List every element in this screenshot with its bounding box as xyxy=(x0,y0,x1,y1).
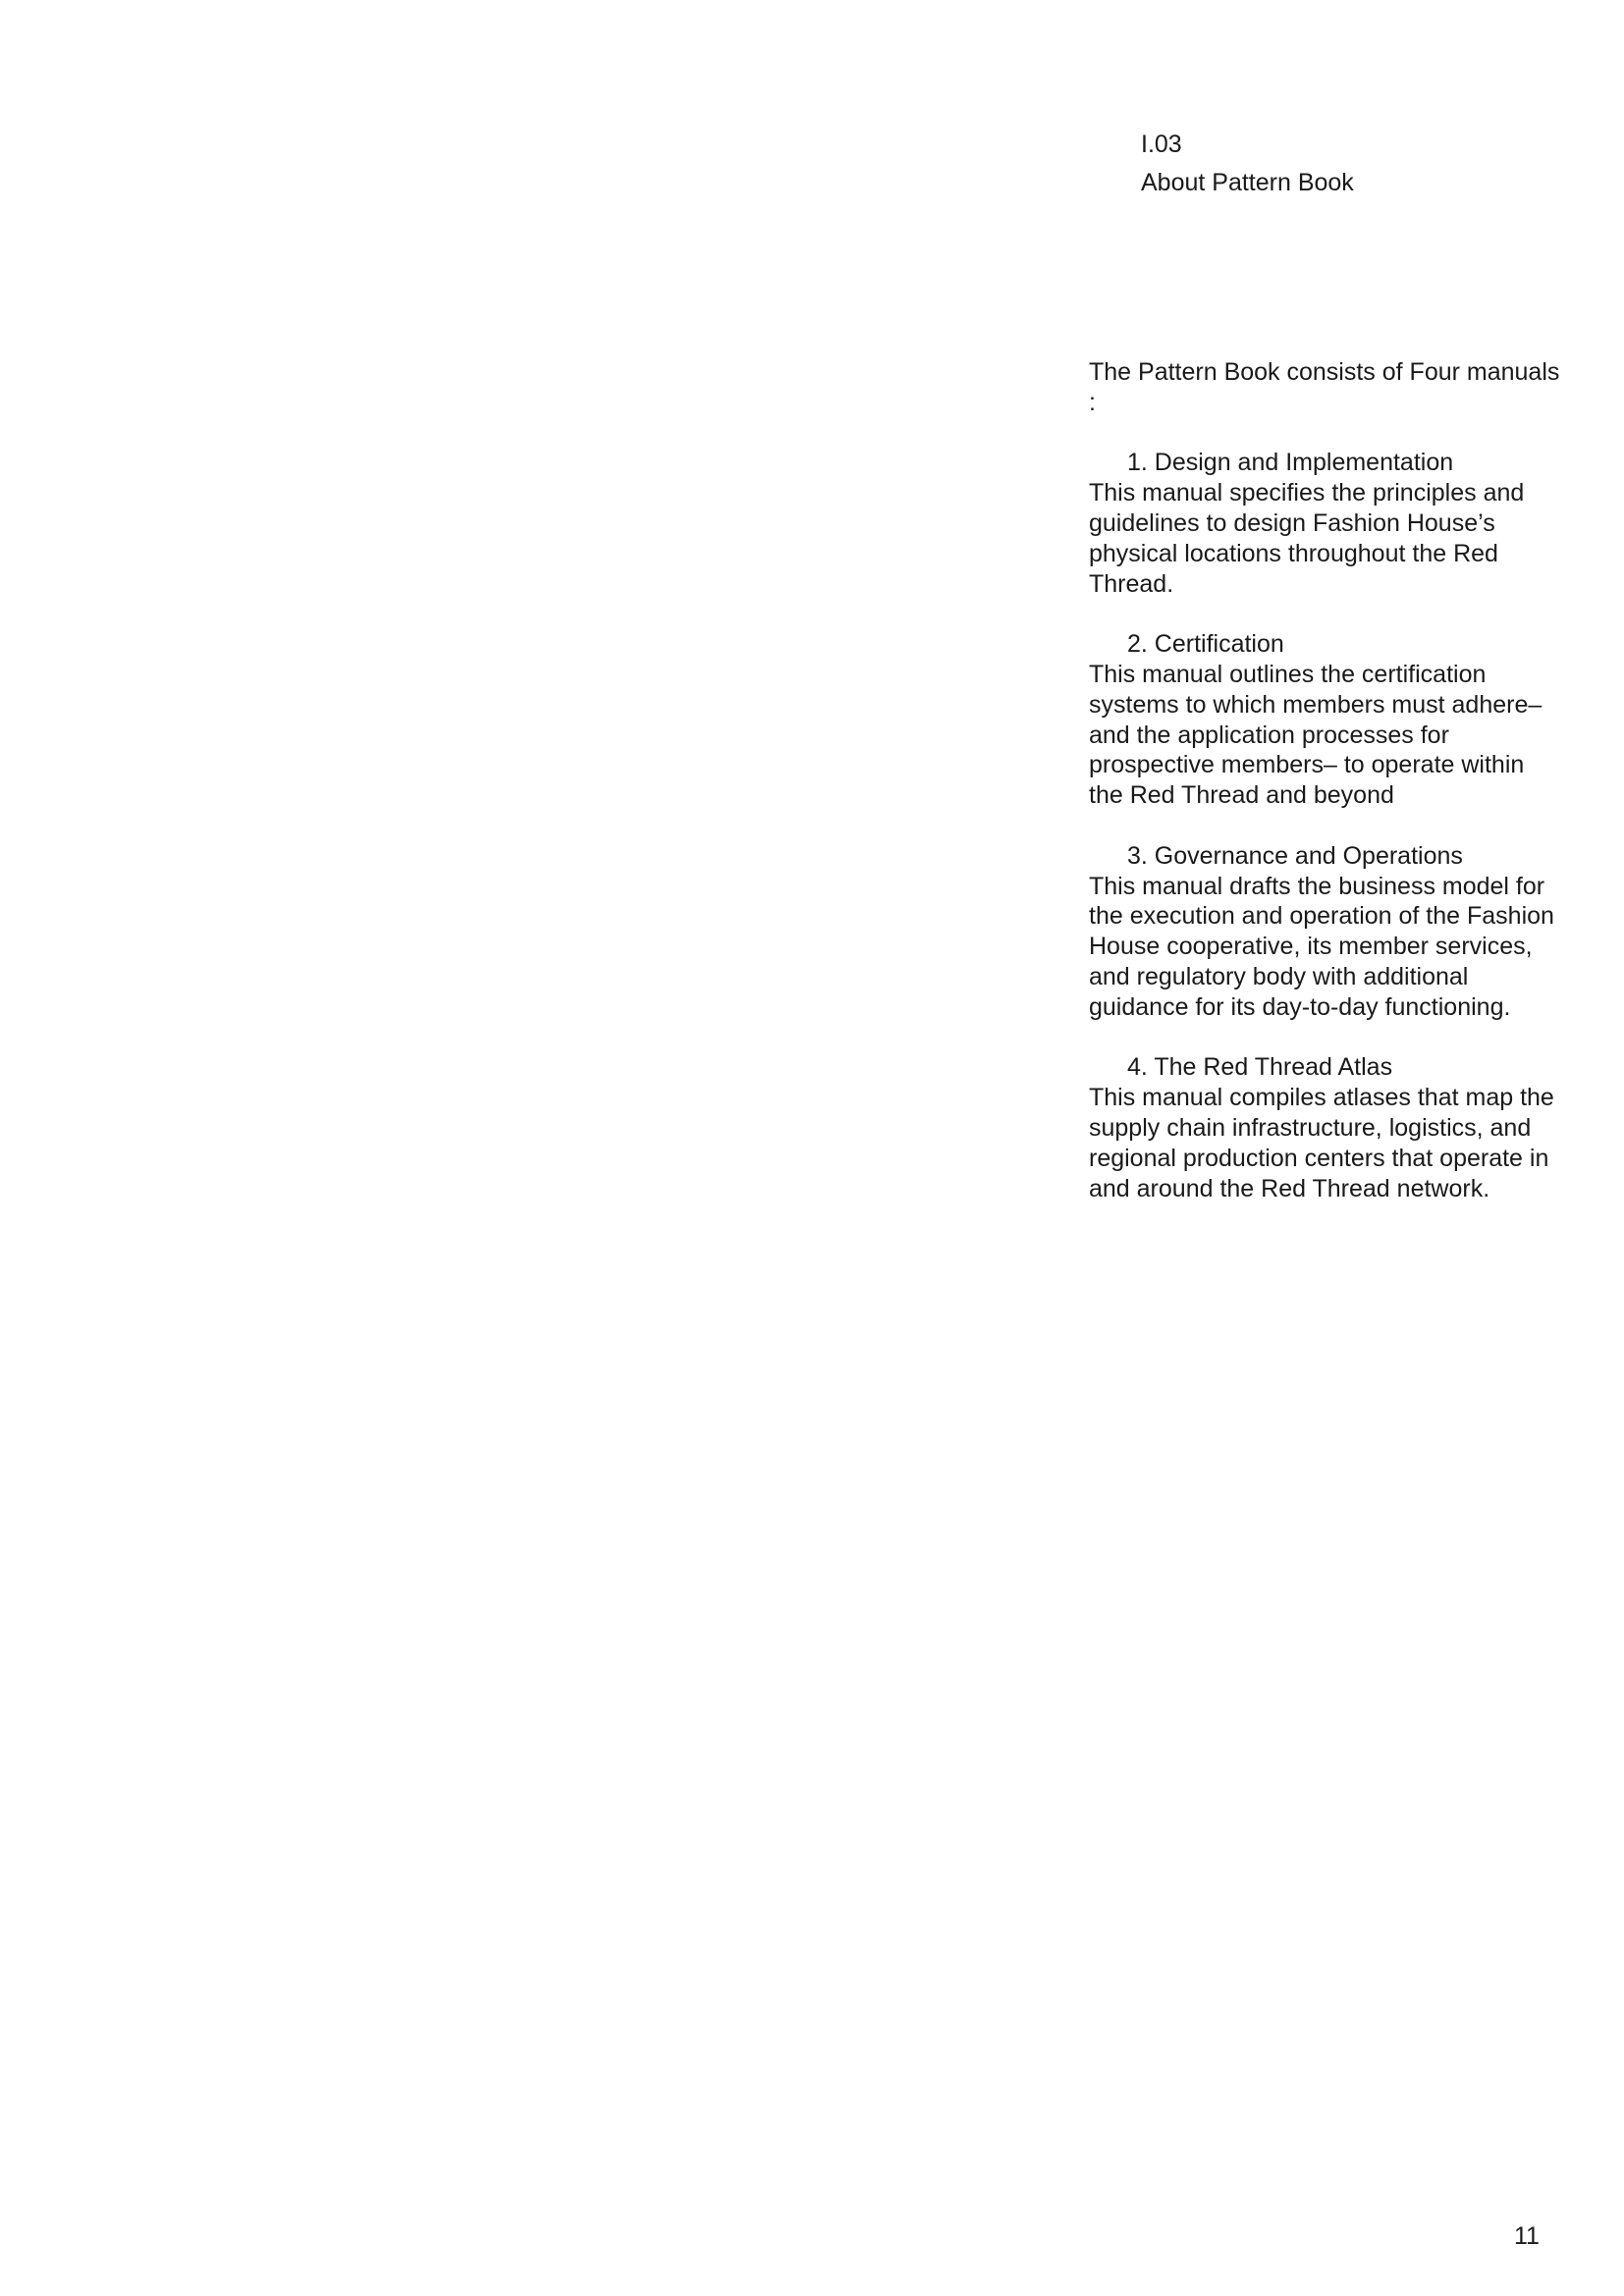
manual-title: 2. Certification xyxy=(1127,630,1284,659)
manual-item-certification xyxy=(1089,629,1560,811)
manual-description: This manual drafts the business model for the execution and operation of the Fashion House cooperative, its member services, and regulatory body with additional guidance for its day-to-day functioning. xyxy=(1089,872,1554,1021)
manual-item-atlas xyxy=(1089,1052,1560,1203)
manual-description: This manual compiles atlases that map the supply chain infrastructure, logistics, and regional production centers that operate in and around the Red Thread network. xyxy=(1089,1084,1554,1202)
manual-title: 3. Governance and Operations xyxy=(1127,841,1463,870)
section-title: About Pattern Book xyxy=(1141,169,1354,196)
page-number: 11 xyxy=(1514,2222,1540,2250)
manual-item-design xyxy=(1089,448,1560,599)
manual-description: This manual specifies the principles and guidelines to design Fashion House’s physical locations throughout the Red Thread. xyxy=(1089,479,1525,598)
section-number: I.03 xyxy=(1141,131,1182,158)
manual-item-governance xyxy=(1089,841,1560,1023)
manual-title: 1. Design and Implementation xyxy=(1127,449,1454,477)
manual-title: 4. The Red Thread Atlas xyxy=(1127,1053,1393,1082)
intro-paragraph: The Pattern Book consists of Four manuals : xyxy=(1089,358,1560,416)
body-text xyxy=(1089,357,1560,1203)
manual-description: This manual outlines the certification systems to which members must adhere–and the application processes for prospective members– to operate within the Red Thread and beyond xyxy=(1089,660,1543,810)
section-header xyxy=(1141,126,1354,202)
